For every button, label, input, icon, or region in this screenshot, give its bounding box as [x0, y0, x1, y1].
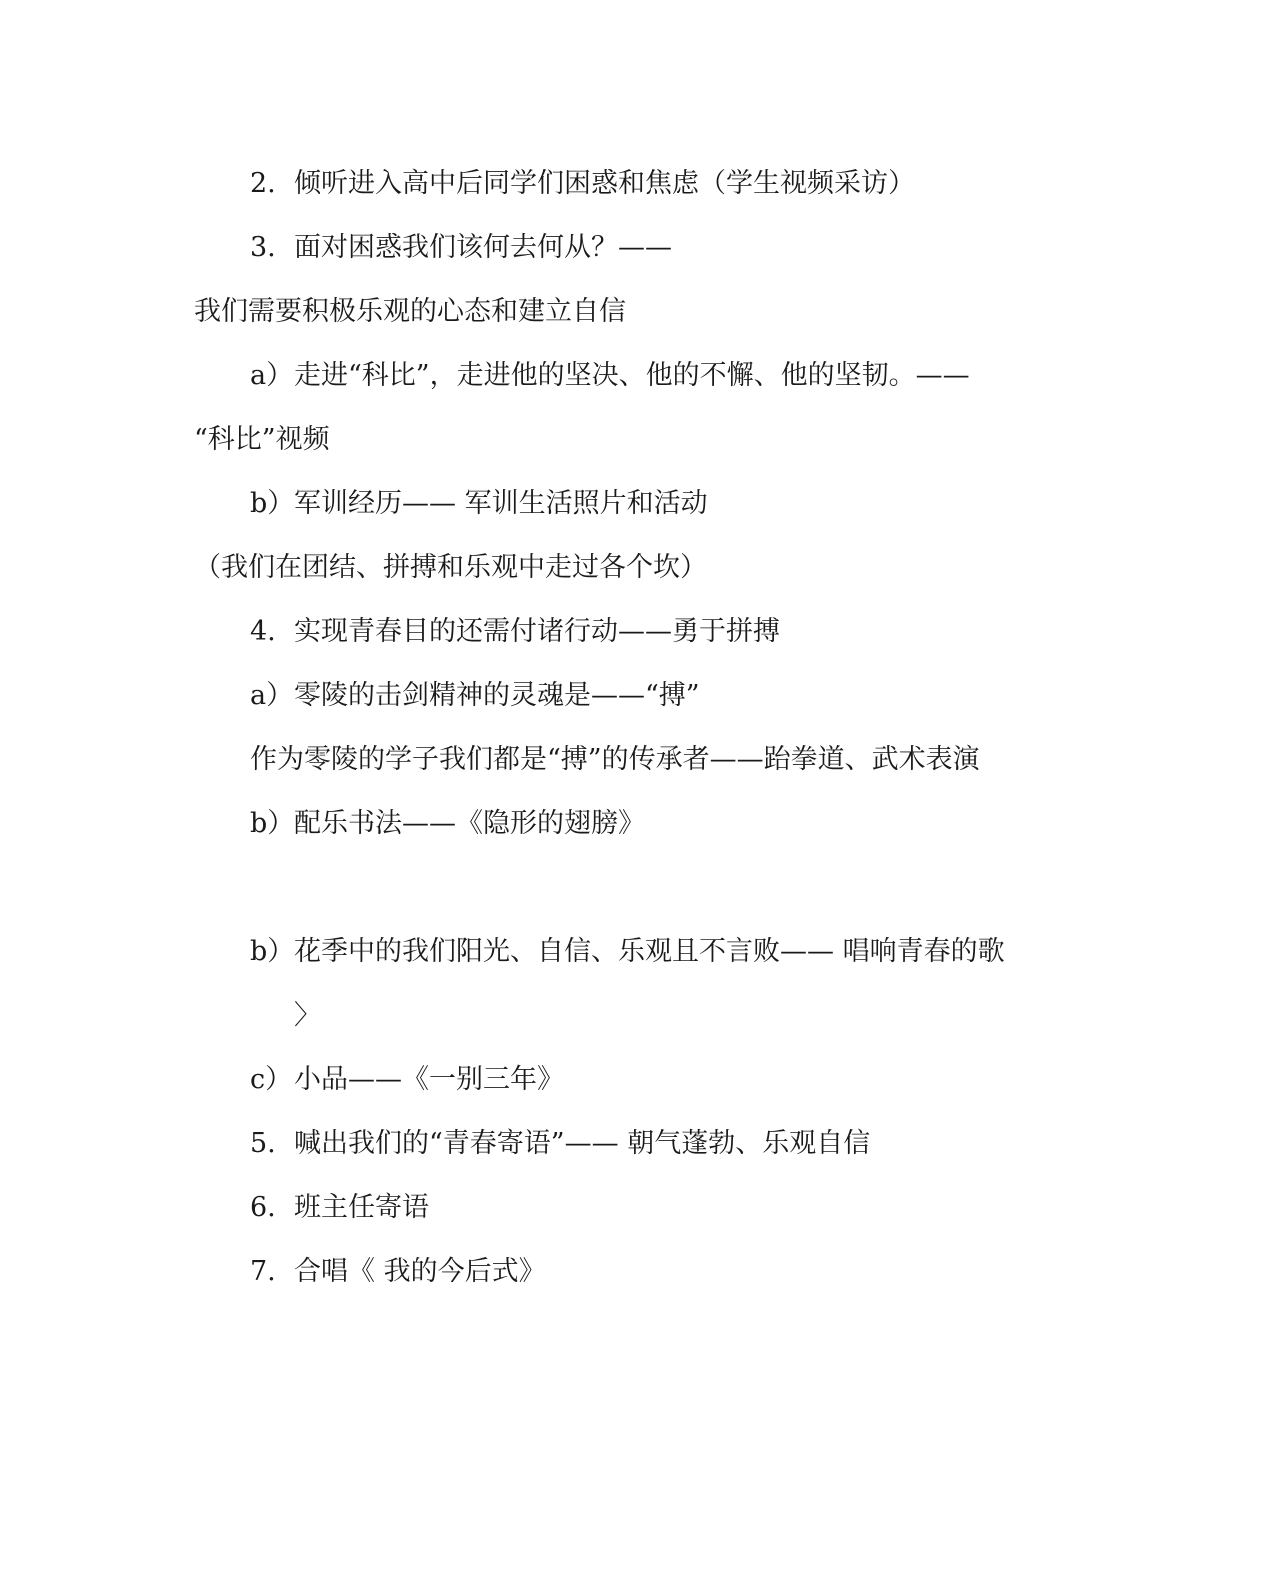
item-text: 实现青春目的还需付诸行动——勇于拼搏 — [294, 616, 780, 647]
item-marker: 2. — [250, 168, 276, 199]
continuation-line — [294, 998, 321, 1034]
list-item-3 — [250, 230, 672, 266]
item-marker: 5. — [250, 1128, 276, 1159]
item-text: “科比”视频 — [194, 424, 330, 455]
indented-paragraph — [250, 742, 980, 778]
list-item-5 — [250, 1126, 870, 1162]
item-marker: 4. — [250, 616, 276, 647]
item-marker: a） — [250, 360, 294, 391]
continuation-line — [194, 422, 330, 458]
list-item-4c — [250, 1062, 564, 1098]
item-text: 倾听进入高中后同学们困惑和焦虑（学生视频采访） — [294, 168, 915, 199]
item-text: 花季中的我们阳光、自信、乐观且不言败—— 唱响青春的歌 — [294, 936, 1005, 967]
item-text: 走进“科比”，走进他的坚决、他的不懈、他的坚韧。—— — [294, 360, 970, 391]
item-text: 作为零陵的学子我们都是“搏”的传承者——跆拳道、武术表演 — [250, 744, 980, 775]
item-text: 面对困惑我们该何去何从？—— — [294, 232, 672, 263]
list-item-4b-second — [250, 934, 1005, 970]
continuation-line — [194, 294, 626, 330]
list-item-7 — [250, 1254, 546, 1290]
item-marker: b） — [250, 936, 295, 967]
item-text: 零陵的击剑精神的灵魂是——“搏” — [294, 680, 700, 711]
item-text: 合唱《 我的今后式》 — [294, 1256, 546, 1287]
item-marker: b） — [250, 808, 295, 839]
list-item-3a — [250, 358, 970, 394]
list-item-4b — [250, 806, 645, 842]
item-marker: a） — [250, 680, 294, 711]
item-marker: 3. — [250, 232, 276, 263]
item-marker: b） — [250, 488, 295, 519]
item-text: 军训经历—— 军训生活照片和活动 — [294, 488, 708, 519]
list-item-6 — [250, 1190, 429, 1226]
list-item-4a — [250, 678, 700, 714]
item-marker: 6. — [250, 1192, 276, 1223]
item-text: 〉 — [294, 1000, 321, 1031]
item-text: 喊出我们的“青春寄语”—— 朝气蓬勃、乐观自信 — [294, 1128, 871, 1159]
continuation-line — [194, 550, 707, 586]
list-item-2 — [250, 166, 915, 202]
item-text: 配乐书法——《隐形的翅膀》 — [294, 808, 645, 839]
item-text: （我们在团结、拼搏和乐观中走过各个坎） — [194, 552, 707, 583]
item-text: 小品——《一别三年》 — [294, 1064, 564, 1095]
item-text: 我们需要积极乐观的心态和建立自信 — [194, 296, 626, 327]
item-text: 班主任寄语 — [294, 1192, 429, 1223]
item-marker: 7. — [250, 1256, 276, 1287]
list-item-3b — [250, 486, 708, 522]
list-item-4 — [250, 614, 780, 650]
item-marker: c） — [250, 1064, 293, 1095]
